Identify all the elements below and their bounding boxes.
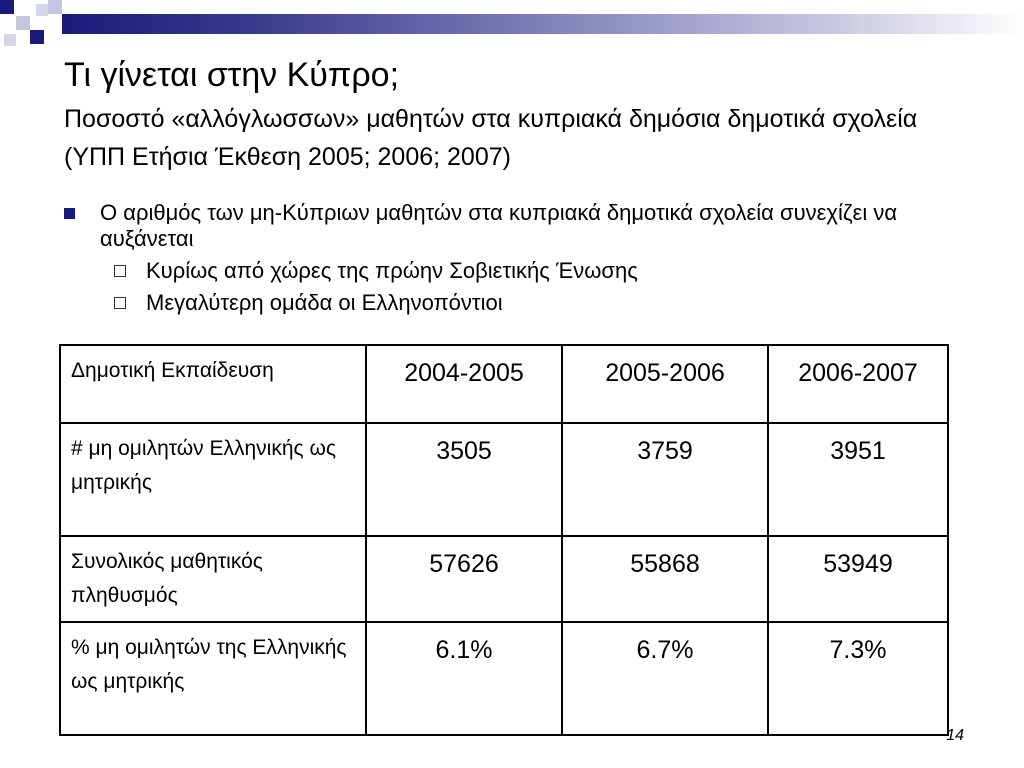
square-bullet-icon <box>64 208 75 219</box>
decor-square <box>16 16 30 30</box>
bullet-list <box>62 200 962 316</box>
table-row-label: # μη ομιλητών Ελληνικής ως μητρικής <box>60 423 366 536</box>
sub-bullet-item <box>62 290 962 316</box>
slide-subtitle: Ποσοστό «αλλόγλωσσων» μαθητών στα κυπριακά δημόσια δημοτικά σχολεία (ΥΠΠ Ετήσια Έκθεση 2005; 2006; 2007) <box>64 105 918 171</box>
bullet-text: Ο αριθμός των μη-Κύπριων μαθητών στα κυπριακά δημοτικά σχολεία συνεχίζει να αυξάνεται <box>100 200 898 251</box>
hollow-square-bullet-icon <box>114 297 126 309</box>
hollow-square-bullet-icon <box>114 265 126 277</box>
decor-square <box>36 4 48 16</box>
table-cell: 3759 <box>562 423 768 536</box>
table-header-cell: 2005-2006 <box>562 345 768 423</box>
sub-bullet-item <box>62 258 962 284</box>
table-cell: 6.1% <box>366 622 562 735</box>
table-row-label: Συνολικός μαθητικός πληθυσμός <box>60 536 366 622</box>
slide-title: Τι γίνεται στην Κύπρο; <box>64 56 400 94</box>
decor-square <box>0 0 14 14</box>
sub-bullet-text: Μεγαλύτερη ομάδα οι Ελληνοπόντιοι <box>146 290 503 315</box>
sub-bullet-text: Κυρίως από χώρες της πρώην Σοβιετικής Ένωσης <box>146 258 638 283</box>
page-number: 14 <box>946 727 964 744</box>
decor-square <box>48 0 62 14</box>
table-cell: 7.3% <box>768 622 948 735</box>
table-row <box>60 536 948 622</box>
bullet-item <box>62 200 962 252</box>
table-row-label: % μη ομιλητών της Ελληνικής ως μητρικής <box>60 622 366 735</box>
table-cell: 3505 <box>366 423 562 536</box>
table-header-cell: 2004-2005 <box>366 345 562 423</box>
table-cell: 57626 <box>366 536 562 622</box>
table-header-cell: Δημοτική Εκπαίδευση <box>60 345 366 423</box>
decor-square <box>4 34 16 46</box>
enrollment-table <box>59 344 949 736</box>
table-cell: 3951 <box>768 423 948 536</box>
table-row <box>60 622 948 735</box>
table-cell: 53949 <box>768 536 948 622</box>
table-header-cell: 2006-2007 <box>768 345 948 423</box>
header-gradient-bar <box>62 14 1024 34</box>
decor-square <box>30 30 44 44</box>
table-row <box>60 423 948 536</box>
table-cell: 55868 <box>562 536 768 622</box>
table-cell: 6.7% <box>562 622 768 735</box>
table-header-row <box>60 345 948 423</box>
